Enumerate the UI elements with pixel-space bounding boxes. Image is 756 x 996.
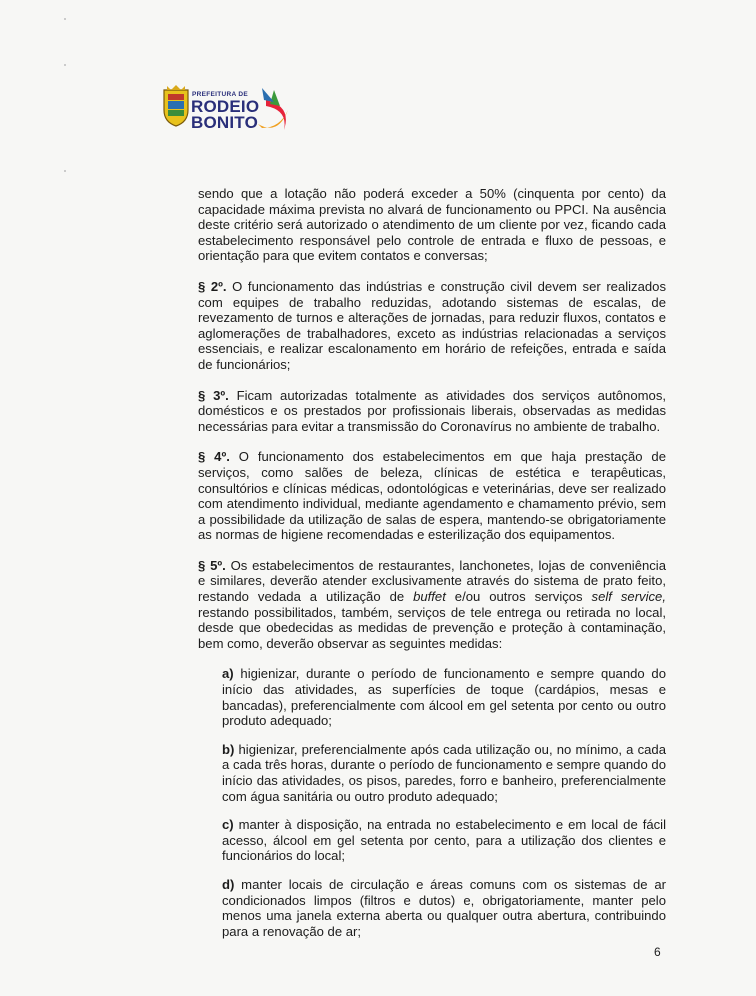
paragraph-text: Os estabelecimentos de restaurantes, lanchonetes, lojas de conveniência e similares, deverão atender exclusivamente através do sistema de prato feito, restando vedada a utilização de xyxy=(198,557,667,605)
item-text: manter à disposição, na entrada no estabelecimento e em local de fácil acesso, álcool em gel setenta por cento, para a utilização dos clientes e funcionários do local; xyxy=(222,817,666,864)
municipality-logo xyxy=(162,84,302,140)
logo-prefix-text: PREFEITURA DE xyxy=(192,91,249,98)
measures-list xyxy=(222,666,666,939)
section-label: § 3º. xyxy=(198,387,229,403)
item-label: c) xyxy=(222,817,234,833)
scan-speck xyxy=(64,64,66,66)
scan-speck xyxy=(64,18,66,20)
section-label: § 4º. xyxy=(198,449,230,465)
list-item xyxy=(222,817,666,864)
paragraph-text: Ficam autorizadas totalmente as atividades dos serviços autônomos, domésticos e os prestados por profissionais liberais, observadas as medidas necessárias para evitar a transmissão do Coronavírus no ambiente de trabalho. xyxy=(198,387,666,434)
italic-term: self service, xyxy=(591,589,666,605)
item-text: higienizar, preferencialmente após cada utilização ou, no mínimo, a cada a cada três horas, durante o período de funcionamento e sempre quando do início das atividades, os pisos, paredes, forro e banheiro, preferencialmente com água sanitária ou outro produto adequado; xyxy=(222,741,666,804)
logo-name-line1: RODEIO xyxy=(191,97,260,116)
item-label: d) xyxy=(222,876,235,892)
item-label: a) xyxy=(222,666,234,682)
paragraph-text: restando possibilitados, também, serviços de tele entrega ou retirada no local, desde que obedecidas as medidas de prevenção e proteção à contaminação, bem como, deverão observar as seguintes medidas: xyxy=(198,604,666,651)
list-item xyxy=(222,666,666,728)
paragraph-section-3 xyxy=(198,388,666,435)
logo-name-line2: BONITO xyxy=(191,113,259,132)
italic-term: buffet xyxy=(413,589,446,605)
list-item xyxy=(222,877,666,939)
paragraph-text: O funcionamento das indústrias e construção civil devem ser realizados com equipes de trabalho reduzidas, adotando sistemas de escalas, de revezamento de turnos e alterações de jornadas, para reduzir fluxos, contatos e aglomerações de trabalhadores, exceto as indústrias relacionadas a serviços essenciais, e realizar escalonamento em horário de refeições, entrada e saída de funcionários; xyxy=(198,278,667,372)
item-text: manter locais de circulação e áreas comuns com os sistemas de ar condicionados limpos (filtros e dutos) e, obrigatoriamente, manter pelo menos uma janela externa aberta ou qualquer outra abertura, contribuindo para a renovação de ar; xyxy=(222,876,666,939)
paragraph-text: e/ou outros serviços xyxy=(445,589,592,605)
section-label: § 5º. xyxy=(198,557,226,573)
paragraph-text: O funcionamento dos estabelecimentos em que haja prestação de serviços, como salões de beleza, clínicas de estética e terapêuticas, consultórios e clínicas médicas, odontológicas e veterinárias, deve ser realizado com atendimento individual, mediante agendamento e chamamento prévio, sem a possibilidade da utilização de salas de espera, mantendo-se obrigatoriamente as normas de higiene recomendadas e esterilização dos equipamentos. xyxy=(198,449,666,543)
document-body xyxy=(198,186,666,952)
section-label: § 2º. xyxy=(198,278,227,294)
paragraph-section-5 xyxy=(198,558,666,652)
item-text: higienizar, durante o período de funcionamento e sempre quando do início das atividades, as superfícies de toque (cardápios, mesas e bancadas), preferencialmente com álcool em gel setenta por cento ou outro produto adequado; xyxy=(222,666,666,729)
paragraph-continuation: sendo que a lotação não poderá exceder a 50% (cinquenta por cento) da capacidade máxima prevista no alvará de funcionamento ou PPCI. Na ausência deste critério será autorizado o atendimento de um cliente por vez, ficando cada estabelecimento responsável pelo controle de entrada e fluxo de pessoas, e orientação para que evitem contatos e conversas; xyxy=(198,186,666,264)
list-item xyxy=(222,742,666,804)
paragraph-section-4 xyxy=(198,449,666,543)
page-number: 6 xyxy=(654,945,661,959)
paragraph-section-2 xyxy=(198,279,666,373)
scan-speck xyxy=(64,170,66,172)
item-label: b) xyxy=(222,741,235,757)
